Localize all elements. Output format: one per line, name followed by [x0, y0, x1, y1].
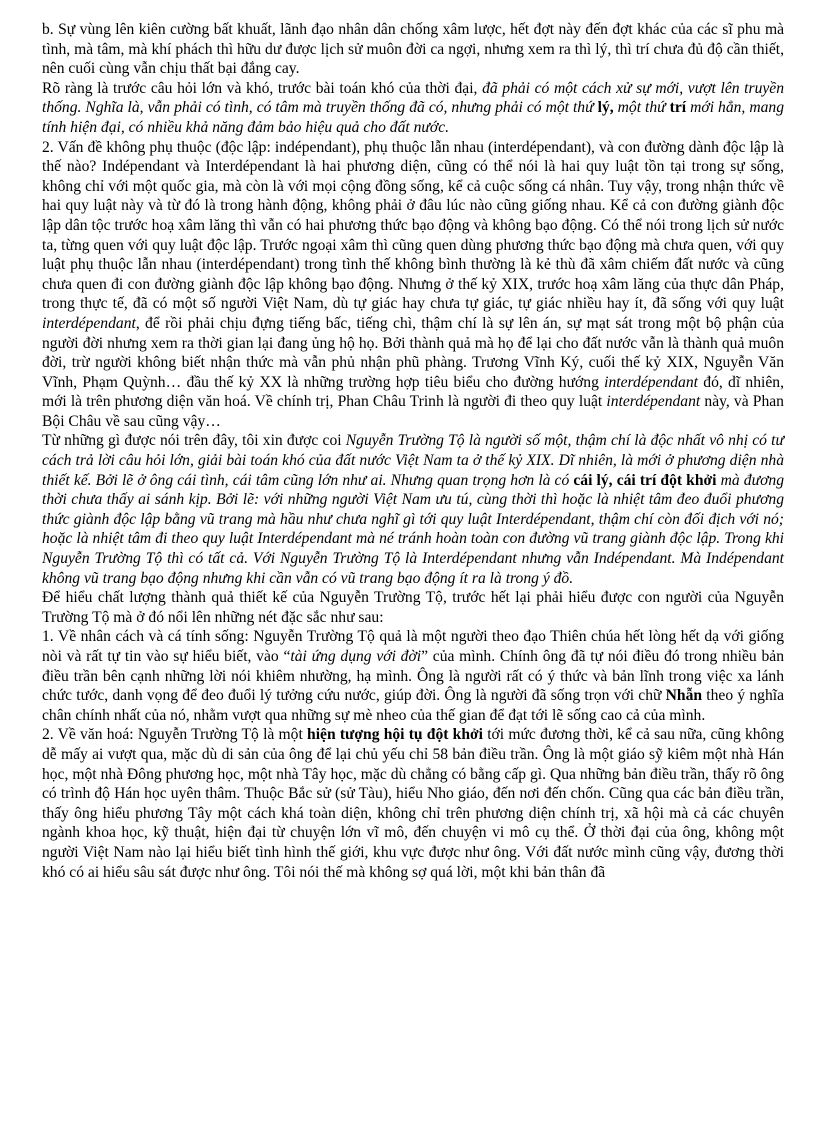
text-run: đó, dĩ nhiên, mới là trên phương diện văn hoá. Về chính trị, Phan Châu Trinh là người đi theo quy luật [42, 373, 784, 411]
text-run: một thứ [613, 99, 670, 117]
text-run: Nguyễn Trường Tộ là người số một, thậm chí là độc nhất vô nhị có tư cách trả lời câu hỏi lớn, giải bài toán khó của đất nước Việt Nam ta ở thế kỷ XIX. Dĩ nhiên, là mới ở phương diện nhà thiết kế. Bởi lẽ ở ông cái tình, cái tâm cũng lớn như ai. Nhưng quan trọng hơn là có [42, 432, 785, 489]
paragraph-b-uprising [42, 20, 784, 79]
text-run: 2. Vấn đề không phụ thuộc (độc lập: indépendant), phụ thuộc lẫn nhau (interdépendant), và con đường dành độc lập là thế nào? Indépendant và Interdépendant là hai phương diện, cũng có thể nói là hai quy luật tồn tại trong sự sống, không chỉ với một quốc gia, mà còn là với mọi cộng đồng sống, kể cả cuộc sống cá nhân. Tuy vậy, trong nhận thức về hai quy luật này và từ đó là trong hành động, không phải ở đâu lúc nào cũng giống nhau. Kể cả con đường giành độc lập dân tộc trước hoạ xâm lăng thì vẫn có hai phương thức bạo động và không bạo động. Có thể nói trong lịch sử nước ta, từng quen với quy luật độc lập. Trước ngoại xâm thì cũng quen dùng phương thức bạo động mà chưa quen, với quy luật phụ thuộc lẫn nhau (interdépendant) trong tình thế không bình thường là kẻ thù đã xâm chiếm đất nước và cũng chưa quen đi con đường giành độc lập không bạo động. Nhưng ở thế kỷ XIX, trước hoạ xâm lăng của thực dân Pháp, trong thực tế, đã có một số người Việt Nam, dù tự giác hay chưa tự giác, tự giác nhiều hay ít, đã sống với quy luật [42, 138, 784, 313]
text-run: tài ứng dụng với đời [290, 648, 422, 665]
text-run: ” của mình. Chính ông đã tự nói điều đó trong nhiều bản điều trần bên cạnh những lời nói khiêm nhường, hạ mình. Ông là người rất có ý thức và bản lĩnh trong việc xa lánh chức tước, danh vọng để đeo đuổi lý tưởng cứu nước, giúp đời. Ông là người đã sống trọn với chữ [42, 648, 784, 705]
paragraph-independence-interdependence [42, 138, 784, 432]
text-run: interdépendant [604, 373, 698, 391]
text-run: Để hiểu chất lượng thành quả thiết kế của Nguyễn Trường Tộ, trước hết lại phải hiểu được con người của Nguyễn Trường Tộ mà ở đó nổi lên những nét đặc sắc như sau: [42, 589, 784, 626]
text-run: cái lý, cái trí đột khởi [573, 471, 717, 489]
text-run: trí [669, 99, 687, 117]
text-run: Rõ ràng là trước câu hỏi lớn và khó, trước bài toán khó của thời đại, [42, 79, 483, 97]
text-run: tới mức đương thời, kể cả sau nữa, cũng không dễ mấy ai vượt qua, mặc dù di sản của ông để lại chủ yếu chỉ 58 bản điều trần. Ông là một giáo sỹ kiêm một nhà Hán học, một nhà Đông phương học, một nhà Tây học, mặc dù chẳng có bằng cấp gì. Qua những bản điều trần, thấy rõ ông có trình độ Hán học uyên thâm. Thuộc Bắc sử (sử Tàu), hiểu Nho giáo, đến nơi đến chốn. Cũng qua các bản điều trần, thấy ông hiểu phương Tây một cách khá toàn diện, không chỉ trên phương diện chính trị, xã hội mà cả các chuyên ngành khoa học, kỹ thuật, hiện đại từ chuyện lớn vĩ mô, đến chuyện vi mô cụ thể. Ở thời đại của ông, không một người Việt Nam nào lại hiểu biết tình hình thế giới, khu vực được như ông. Với đất nước mình cũng vậy, đương thời khó có ai hiểu sâu sát được như ông. Tôi nói thế mà không sợ quá lời, một khi bản thân đã [42, 726, 784, 881]
paragraph-2-culture [42, 725, 784, 882]
text-run: , để rồi phải chịu đựng tiếng bấc, tiếng chì, thậm chí là sự lên án, sự mạt sát trong một bộ phận của người đời nhưng xem ra thời gian lại đang ủng hộ họ. Bởi thành quả mà họ để lại cho đất nước vẫn là thành quả muôn đời, trừ người không biết nhận thức mà vẫn phủ nhận phũ phàng. Trương Vĩnh Ký, cuối thế kỷ XIX, Nguyễn Văn Vĩnh, Phạm Quỳnh… đầu thế kỷ XX là những trường hợp tiêu biểu cho đường hướng [42, 314, 784, 391]
text-run: interdépendant [606, 393, 701, 411]
text-run: này, và Phan Bội Châu về sau cũng vậy… [42, 393, 784, 430]
text-run: mà đương thời chưa thấy ai sánh kịp. Bởi lẽ: với những người Việt Nam ưu tú, cùng thời thì hoặc là nhiệt tâm đeo đuổi phương thức giành độc lập bằng vũ trang mà hầu như chưa nghĩ gì tới quy luật Interdépendant, thậm chí còn đối địch với nó; hoặc là nhiệt tâm đi theo quy luật Interdépendant mà né tránh hoàn toàn con đường vũ trang giành độc lập. Trong khi Nguyễn Trường Tộ thì có tất cả. Với Nguyễn Trường Tộ là Interdépendant nhưng vẫn Indépendant. Mà Indépendant không vũ trang bạo động nhưng khi cần vẫn có vũ trang bạo động ít ra là trong ý đồ. [42, 471, 784, 587]
text-run: 1. Về nhân cách và cá tính sống: Nguyễn Trường Tộ quả là một người theo đạo Thiên chúa hết lòng hết dạ với giống nòi và rất tự tin vào sự hiểu biết, vào “ [42, 628, 784, 665]
text-run: Nhẫn [665, 687, 703, 705]
text-run: interdépendant [42, 314, 136, 332]
text-run: lý, [597, 99, 614, 117]
text-run: đã phải có một cách xử sự mới, vượt lên truyền thống. Nghĩa là, vẫn phải có tình, có tâm mà truyền thống đã có, nhưng phải có một thứ [42, 79, 784, 117]
paragraph-understanding-the-person [42, 588, 784, 627]
text-run: 2. Về văn hoá: Nguyễn Trường Tộ là một [42, 726, 308, 744]
text-run: mới hẳn, mang tính hiện đại, có nhiều khả năng đảm bảo hiệu quả cho đất nước. [42, 99, 784, 136]
paragraph-new-approach [42, 79, 784, 138]
text-run: theo ý nghĩa chân chính nhất của nó, nhằm vượt qua những sự mè nheo của thế gian để đạt tới lẽ sống cao cả của mình. [42, 687, 785, 724]
text-run: Từ những gì được nói trên đây, tôi xin được coi [42, 432, 346, 450]
paragraph-nguyen-truong-to-number-one [42, 431, 784, 588]
document-page [42, 20, 784, 882]
paragraph-1-personality [42, 627, 784, 725]
text-run: b. Sự vùng lên kiên cường bất khuất, lãnh đạo nhân dân chống xâm lược, hết đợt này đến đợt khác của các sĩ phu mà tình, mà tâm, mà khí phách thì hữu dư được lịch sử muôn đời ca ngợi, nhưng xem ra thì lý, thì trí chưa đủ độ cần thiết, nên cuối cùng vẫn chịu thất bại đắng cay. [42, 21, 784, 78]
text-run: hiện tượng hội tụ đột khởi [307, 726, 483, 744]
